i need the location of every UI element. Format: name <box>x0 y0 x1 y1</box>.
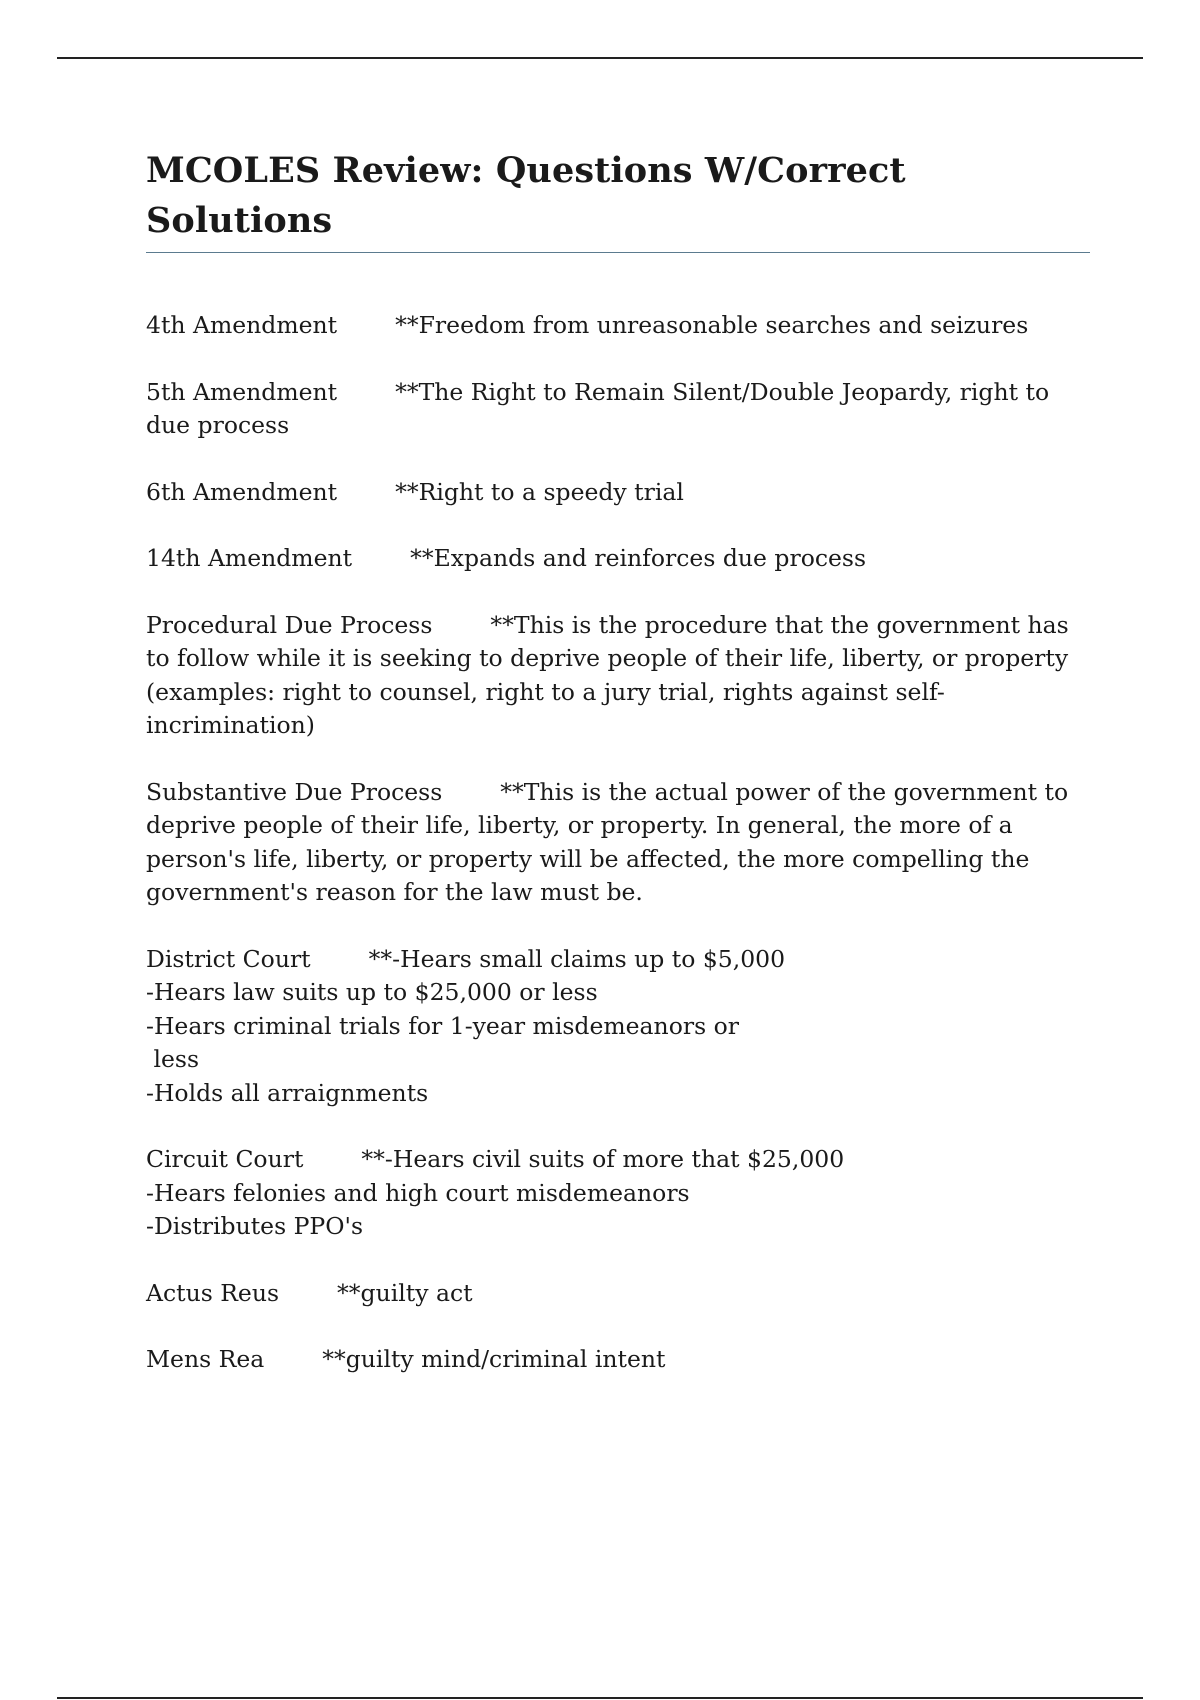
entry-answer: **The Right to Remain Silent/Double Jeopardy, right to <box>395 377 1050 406</box>
entry-answer: **This is the actual power of the government to <box>500 777 1069 806</box>
entry-term: 6th Amendment <box>146 477 338 506</box>
entry-answer: **guilty act <box>337 1278 473 1307</box>
entry-answer: **-Hears small claims up to $5,000 <box>368 944 786 973</box>
entry-answer-line: person's life, liberty, or property will be affected, the more compelling the <box>146 844 1030 873</box>
flashcard-entry <box>146 542 1090 576</box>
flashcard-entry <box>146 609 1090 743</box>
entry-term: 14th Amendment <box>146 544 353 572</box>
entry-answer-line: -Hears felonies and high court misdemeanors <box>146 1178 690 1207</box>
entry-answer-line: less <box>146 1045 200 1073</box>
entry-term: Substantive Due Process <box>146 777 443 806</box>
entry-answer-line: due process <box>146 411 290 439</box>
entry-answer: **Expands and reinforces due process <box>410 544 867 572</box>
entry-answer-line: -Hears law suits up to $25,000 or less <box>146 978 598 1006</box>
entry-term: 4th Amendment <box>146 311 338 339</box>
entry-answer-line: deprive people of their life, liberty, or property. In general, the more of a <box>146 811 1013 839</box>
entry-answer-line: -Hears criminal trials for 1-year misdemeanors or <box>146 1011 739 1040</box>
entry-term: Mens Rea <box>146 1345 265 1373</box>
entry-term: Circuit Court <box>146 1145 304 1173</box>
document-page <box>146 146 1090 1410</box>
entry-answer: **guilty mind/criminal intent <box>322 1345 666 1373</box>
entry-answer-line: -Holds all arraignments <box>146 1078 429 1107</box>
entry-answer: **This is the procedure that the government has <box>490 610 1069 639</box>
flashcard-list <box>146 309 1090 1377</box>
entry-answer-line: incrimination) <box>146 711 315 739</box>
flashcard-entry <box>146 943 1090 1111</box>
entry-answer-line: to follow while it is seeking to deprive people of their life, liberty, or property <box>146 644 1069 672</box>
flashcard-entry <box>146 1277 1090 1311</box>
flashcard-entry <box>146 1143 1090 1244</box>
entry-answer: **-Hears civil suits of more that $25,000 <box>361 1145 845 1173</box>
entry-answer-line: -Distributes PPO's <box>146 1212 364 1240</box>
flashcard-entry <box>146 376 1090 443</box>
flashcard-entry <box>146 309 1090 343</box>
entry-term: 5th Amendment <box>146 377 338 406</box>
entry-answer-line: government's reason for the law must be. <box>146 878 643 906</box>
entry-term: Actus Reus <box>146 1278 280 1307</box>
document-title: MCOLES Review: Questions W/Correct Solutions <box>146 146 1090 253</box>
entry-answer: **Freedom from unreasonable searches and seizures <box>395 311 1029 339</box>
bottom-rule <box>57 1697 1143 1699</box>
entry-term: Procedural Due Process <box>146 610 433 639</box>
entry-answer: **Right to a speedy trial <box>395 477 684 506</box>
flashcard-entry <box>146 776 1090 910</box>
entry-answer-line: (examples: right to counsel, right to a jury trial, rights against self- <box>146 677 945 706</box>
flashcard-entry <box>146 1343 1090 1377</box>
top-rule <box>57 57 1143 59</box>
entry-term: District Court <box>146 944 311 973</box>
flashcard-entry <box>146 476 1090 510</box>
